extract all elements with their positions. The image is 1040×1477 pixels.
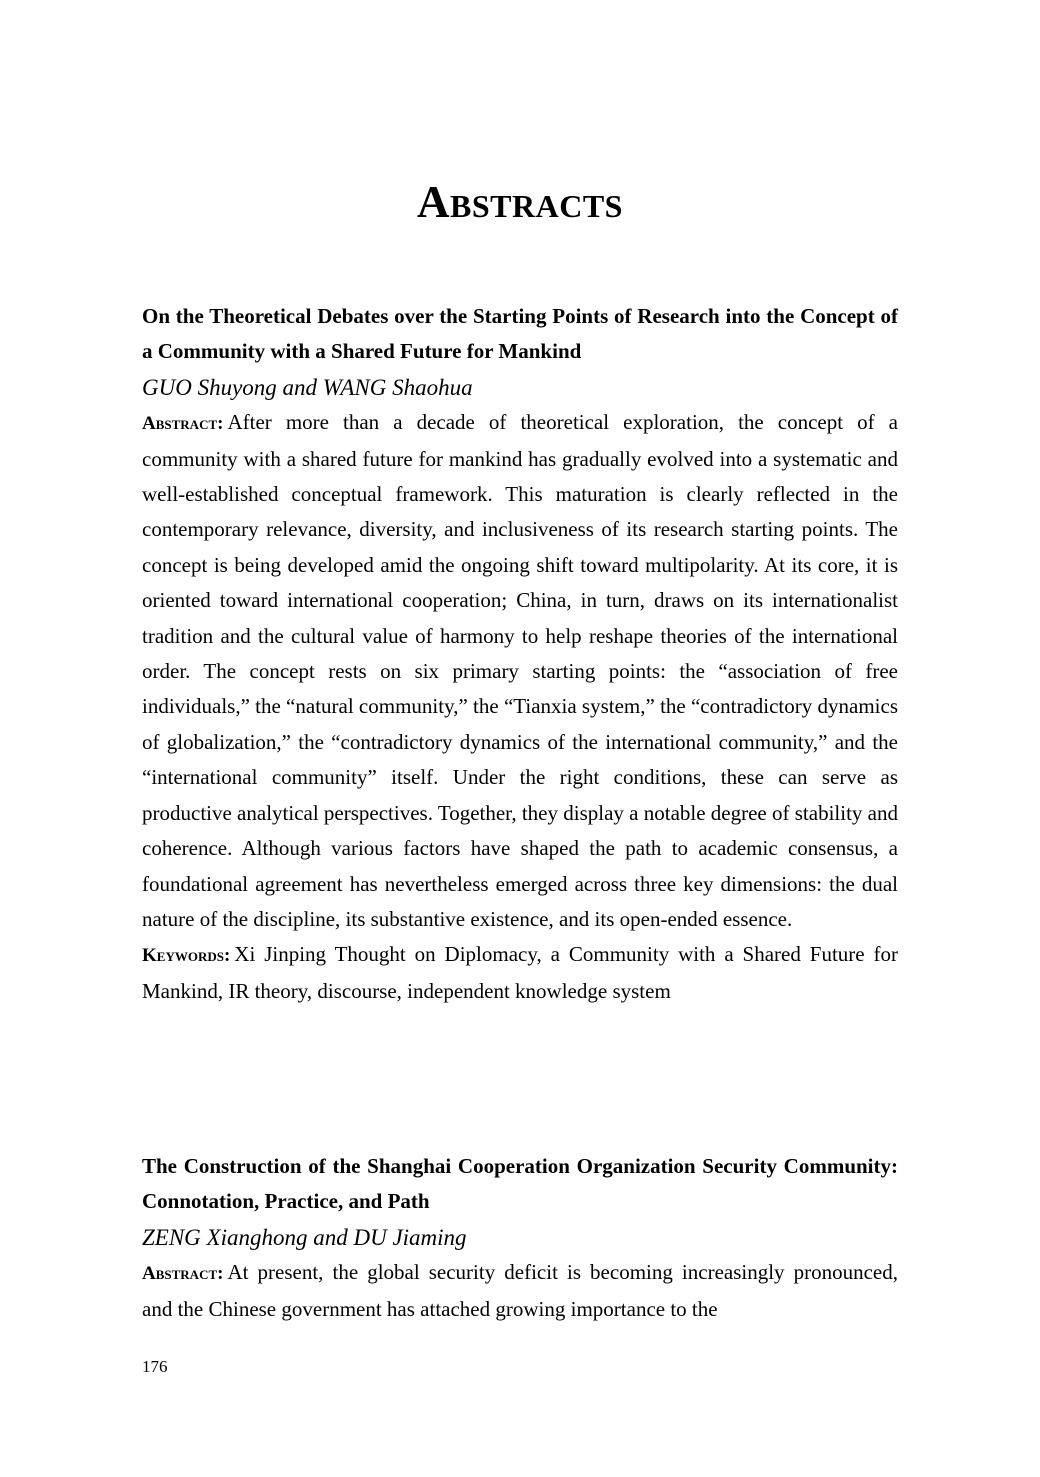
keywords-text: Xi Jinping Thought on Diplomacy, a Community with a Shared Future for Mankind, IR theory, discourse, independent knowledge system bbox=[142, 942, 898, 1003]
page-title: Abstracts bbox=[417, 177, 623, 227]
page-number: 176 bbox=[142, 1357, 168, 1376]
article-authors: GUO Shuyong and WANG Shaohua bbox=[142, 374, 473, 400]
article-title: On the Theoretical Debates over the Starting Points of Research into the Concept of a Community with a Shared Future for Mankind bbox=[142, 304, 898, 364]
article-abstract bbox=[142, 405, 898, 937]
abstract-label: Abstract: bbox=[142, 413, 224, 435]
article-1 bbox=[142, 299, 898, 1009]
article-keywords bbox=[142, 937, 898, 1009]
keywords-label: Keywords: bbox=[142, 945, 231, 967]
abstract-label: Abstract: bbox=[142, 1263, 224, 1285]
abstract-text: After more than a decade of theoretical exploration, the concept of a community with a shared future for mankind has gradually evolved into a systematic and well-established conceptual framework. This maturation is clearly reflected in the contemporary relevance, diversity, and inclusiveness of its research starting points. The concept is being developed amid the ongoing shift toward multipolarity. At its core, it is oriented toward international cooperation; China, in turn, draws on its internationalist tradition and the cultural value of harmony to help reshape theories of the international order. The concept rests on six primary starting points: the “association of free individuals,” the “natural community,” the “Tianxia system,” the “contradictory dynamics of globalization,” the “contradictory dynamics of the international community,” and the “international community” itself. Under the right conditions, these can serve as productive analytical perspectives. Together, they display a notable degree of stability and coherence. Although various factors have shaped the path to academic consensus, a foundational agreement has nevertheless emerged across three key dimensions: the dual nature of the discipline, its substantive existence, and its open-ended essence. bbox=[142, 410, 898, 931]
article-2 bbox=[142, 1149, 898, 1327]
article-abstract bbox=[142, 1255, 898, 1327]
article-authors: ZENG Xianghong and DU Jiaming bbox=[142, 1224, 467, 1250]
abstract-text: At present, the global security deficit is becoming increasingly pronounced, and the Chinese government has attached growing importance to the bbox=[142, 1260, 898, 1321]
article-title: The Construction of the Shanghai Cooperation Organization Security Community: Connotation, Practice, and Path bbox=[142, 1154, 898, 1214]
